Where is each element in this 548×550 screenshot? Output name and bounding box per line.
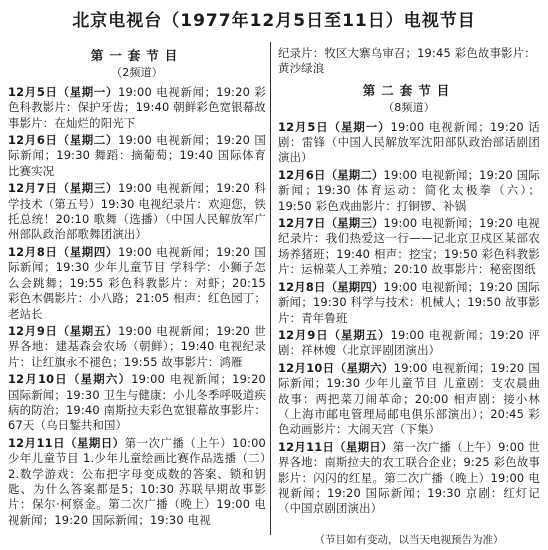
day-programs: 第一次广播（上午）9:00 世界各地：南斯拉夫的农工联合企业；9:25 彩色故事影片：闪闪的红星。第二次广播（晚上）19:00 电视新闻；19:20 国际新闻；19:30 京剧：红灯记（中国京剧团演出） (278, 439, 541, 516)
day-date: 12月10日（星期六） (8, 372, 132, 387)
channel-one-day (8, 245, 266, 322)
day-date: 12月7日（星期三） (8, 181, 119, 196)
channel-one-day (8, 436, 266, 528)
day-date: 12月7日（星期三） (278, 216, 384, 231)
channel-two-day (278, 328, 540, 359)
channel-one-frequency: （2频道） (111, 66, 163, 80)
day-date: 12月5日（星期一） (8, 84, 119, 99)
day-date: 12月5日（星期一） (278, 119, 391, 134)
day-programs: 19:00 电视新闻；19:20 世界各地：建基森会农场（朝鲜）；19:40 电视纪录片：让红旗永不褪色；19:55 故事影片：鸿雁 (8, 323, 267, 369)
day-programs: 19:00 电视新闻；19:20 国际新闻；19:30 体育运动：简化太极拳（六）；19:50 彩色戏曲影片：打铜锣、补锅 (278, 167, 540, 213)
channel-one-day (8, 133, 266, 179)
channel-two-day (278, 216, 540, 278)
channel-one-continuation: 纪录片：牧区大寨乌审召；19:45 彩色故事影片：黄沙绿浪 (278, 46, 536, 76)
channel-one-day (8, 372, 266, 434)
day-programs: 19:00 电视新闻；19:20 彩色科教影片：保护牙齿；19:40 朝鲜彩色宽银幕故事影片：在灿烂的阳光下 (8, 84, 267, 130)
day-date: 12月10日（星期六） (278, 360, 394, 375)
day-programs: 19:00 电视新闻；19:20 国际新闻；19:30 少年儿童节目 学科学：小狮子怎么会跳舞；19:55 彩色科教影片：对虾；20:15 彩色木偶影片：小八路；21:05 相声：红色园丁；老站长 (8, 244, 267, 321)
day-programs: 19:00 电视新闻；19:20 国际新闻；19:30 卫生与健康：小儿冬季呼吸道疾病的防治；19:40 南斯拉夫彩色宽银幕故事影片：67天（乌日錾共和国） (8, 372, 266, 433)
day-programs: 19:00 电视新闻；19:20 话剧：雷锋（中国人民解放军沈阳部队政治部话剧团演出） (278, 119, 540, 165)
day-programs: 19:00 电视新闻；19:20 评剧：祥林嫂（北京评剧团演出） (278, 327, 540, 358)
page-title: 北京电视台（1977年12月5日至11日）电视节目 (72, 11, 476, 31)
day-programs: 19:00 电视新闻；19:20 国际新闻；19:30 少年儿童节目 儿童剧：支农晨曲 故事：两把菜刀闹革命；20:00 相声剧：接小林（上海市邮电管理局邮电俱乐部演出）；20:45 彩色动画影片：大闹天宫（下集） (278, 360, 540, 437)
channel-two-day (278, 440, 540, 517)
schedule-footnote: （节目如有变动，以当天电视预告为准） (314, 534, 504, 546)
channel-one-column (8, 46, 266, 530)
channel-two-column (278, 46, 540, 519)
day-programs: 19:00 电视新闻；19:20 电视纪录片：我们热爱这一行——记北京卫戍区某部农场养猪班；19:40 相声：挖宝；19:50 彩色科教影片：运棉菜人工养殖；20:10 故事影片：秘密图纸 (278, 216, 540, 277)
day-programs: 第一次广播（上午）10:00 少年儿童节目 1.少年儿童绘画比赛作品选播（二）2.数学游戏：公布把字母变成数的答案、锁和钥匙、为什么答案都是5；10:30 苏联早期故事影片：保尔·柯察金。第二次广播（晚上）19:00 电视新闻；19:20 国际新闻；19:30 电视 (8, 435, 266, 527)
channel-two-day (278, 168, 540, 214)
channel-one-day (8, 324, 266, 370)
day-date: 12月6日（星期二） (8, 133, 119, 148)
day-date: 12月8日（星期四） (8, 244, 119, 259)
channel-one-title: 第一套节目 (90, 48, 184, 63)
day-date: 12月9日（星期五） (278, 327, 391, 342)
day-date: 12月11日（星期日） (8, 435, 125, 450)
channel-two-day (278, 280, 540, 326)
day-date: 12月6日（星期二） (278, 167, 384, 182)
day-date: 12月11日（星期日） (278, 439, 393, 454)
day-date: 12月8日（星期四） (278, 279, 384, 294)
day-programs: 19:00 电视新闻；19:20 科学技术（第五号）19:30 电视纪录片：欢迎您，铁托总统！20:10 歌舞（选播）（中国人民解放军广州部队政治部歌舞团演出） (8, 181, 267, 242)
channel-two-frequency: （8频道） (383, 101, 435, 115)
channel-two-day (278, 120, 540, 166)
channel-one-day (8, 85, 266, 131)
channel-one-day (8, 181, 266, 243)
day-programs: 19:00 电视新闻；19:20 国际新闻；19:30 科学与技术：机械人；19:50 故事影片：青年鲁班 (278, 279, 540, 325)
channel-two-title: 第二套节目 (362, 82, 456, 98)
day-programs: 19:00 电视新闻；19:20 国际新闻；19:30 舞蹈：摘葡萄；19:40 国际体育比赛实况 (8, 133, 267, 178)
day-date: 12月9日（星期五） (8, 323, 119, 338)
channel-two-day (278, 361, 540, 438)
column-divider (270, 42, 271, 535)
